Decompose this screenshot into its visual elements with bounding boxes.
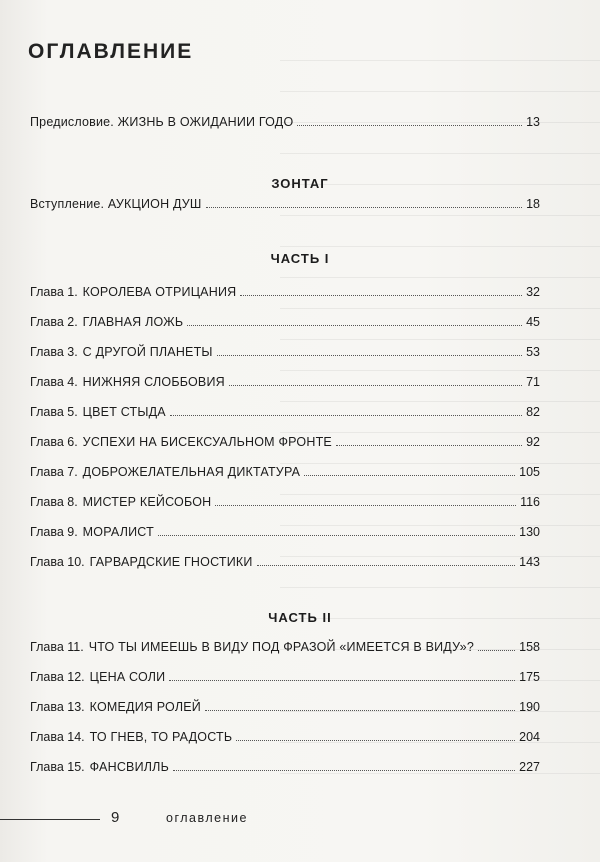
entry-title: НИЖНЯЯ СЛОББОВИЯ bbox=[82, 375, 225, 389]
entry-page: 190 bbox=[519, 700, 540, 714]
entry-title: ЧТО ТЫ ИМЕЕШЬ В ВИДУ ПОД ФРАЗОЙ «ИМЕЕТСЯ В ВИДУ»? bbox=[88, 640, 474, 654]
entry-title: МИСТЕР КЕЙСОБОН bbox=[82, 495, 212, 509]
chapter-label: Глава 5. bbox=[30, 405, 78, 419]
entry-page: 116 bbox=[520, 495, 540, 509]
entry-page: 13 bbox=[526, 115, 540, 129]
dot-leader bbox=[257, 564, 516, 566]
toc-entry bbox=[30, 492, 540, 510]
part-heading-1: ЧАСТЬ I bbox=[270, 251, 330, 266]
toc-entry bbox=[30, 402, 540, 420]
chapter-label: Глава 15. bbox=[30, 760, 85, 774]
entry-title: ДОБРОЖЕЛАТЕЛЬНАЯ ДИКТАТУРА bbox=[82, 465, 301, 479]
dot-leader bbox=[170, 414, 522, 416]
toc-entry bbox=[30, 312, 540, 330]
part-heading-2: ЧАСТЬ II bbox=[268, 610, 332, 625]
toc-entry bbox=[30, 522, 540, 540]
entry-title: ТО ГНЕВ, ТО РАДОСТЬ bbox=[89, 730, 233, 744]
dot-leader bbox=[206, 206, 523, 208]
dot-leader bbox=[173, 769, 515, 771]
entry-page: 53 bbox=[526, 345, 540, 359]
chapter-label: Глава 2. bbox=[30, 315, 78, 329]
toc-entry bbox=[30, 552, 540, 570]
toc-title: ОГЛАВЛЕНИЕ bbox=[28, 40, 194, 63]
chapter-label: Глава 4. bbox=[30, 375, 78, 389]
toc-entry bbox=[30, 342, 540, 360]
footer-running-title: оглавление bbox=[166, 811, 248, 825]
entry-title: КОРОЛЕВА ОТРИЦАНИЯ bbox=[82, 285, 237, 299]
chapter-label: Глава 1. bbox=[30, 285, 78, 299]
entry-page: 71 bbox=[526, 375, 540, 389]
toc-entry-intro bbox=[30, 194, 540, 212]
dot-leader bbox=[304, 474, 515, 476]
entry-title: ФАНСВИЛЛЬ bbox=[89, 760, 169, 774]
entry-page: 92 bbox=[526, 435, 540, 449]
toc-entry bbox=[30, 757, 540, 775]
dot-leader bbox=[229, 384, 522, 386]
footer-page-number: 9 bbox=[111, 809, 120, 826]
toc-entry-preface bbox=[30, 112, 540, 130]
entry-title: ЦВЕТ СТЫДА bbox=[82, 405, 166, 419]
toc-entry bbox=[30, 462, 540, 480]
entry-page: 143 bbox=[519, 555, 540, 569]
dot-leader bbox=[158, 534, 515, 536]
entry-page: 158 bbox=[519, 640, 540, 654]
entry-title: ГЛАВНАЯ ЛОЖЬ bbox=[82, 315, 184, 329]
entry-page: 82 bbox=[526, 405, 540, 419]
dot-leader bbox=[205, 709, 515, 711]
footer-rule bbox=[0, 819, 100, 820]
entry-page: 105 bbox=[519, 465, 540, 479]
entry-page: 204 bbox=[519, 730, 540, 744]
entry-title: Предисловие. ЖИЗНЬ В ОЖИДАНИИ ГОДО bbox=[30, 115, 294, 129]
dot-leader bbox=[478, 649, 515, 651]
chapter-label: Глава 6. bbox=[30, 435, 78, 449]
entry-page: 18 bbox=[526, 197, 540, 211]
toc-entry bbox=[30, 667, 540, 685]
toc-entry bbox=[30, 727, 540, 745]
chapter-label: Глава 14. bbox=[30, 730, 85, 744]
dot-leader bbox=[336, 444, 522, 446]
entry-page: 32 bbox=[526, 285, 540, 299]
chapter-label: Глава 10. bbox=[30, 555, 85, 569]
toc-entry bbox=[30, 637, 540, 655]
toc-entry bbox=[30, 372, 540, 390]
entry-page: 45 bbox=[526, 315, 540, 329]
chapter-label: Глава 7. bbox=[30, 465, 78, 479]
chapter-label: Глава 13. bbox=[30, 700, 85, 714]
entry-page: 175 bbox=[519, 670, 540, 684]
entry-title: КОМЕДИЯ РОЛЕЙ bbox=[89, 700, 201, 714]
dot-leader bbox=[297, 124, 522, 126]
entry-title: ЦЕНА СОЛИ bbox=[89, 670, 166, 684]
toc-entry bbox=[30, 282, 540, 300]
chapter-label: Глава 3. bbox=[30, 345, 78, 359]
entry-title: С ДРУГОЙ ПЛАНЕТЫ bbox=[82, 345, 213, 359]
entry-page: 130 bbox=[519, 525, 540, 539]
entry-title: МОРАЛИСТ bbox=[82, 525, 154, 539]
chapter-label: Глава 12. bbox=[30, 670, 85, 684]
chapter-label: Глава 11. bbox=[30, 640, 84, 654]
chapter-label: Глава 8. bbox=[30, 495, 78, 509]
entry-title: ГАРВАРДСКИЕ ГНОСТИКИ bbox=[89, 555, 253, 569]
dot-leader bbox=[187, 324, 522, 326]
toc-entry bbox=[30, 432, 540, 450]
dot-leader bbox=[169, 679, 515, 681]
entry-page: 227 bbox=[519, 760, 540, 774]
entry-title: УСПЕХИ НА БИСЕКСУАЛЬНОМ ФРОНТЕ bbox=[82, 435, 332, 449]
dot-leader bbox=[236, 739, 515, 741]
chapter-label: Глава 9. bbox=[30, 525, 78, 539]
toc-entry bbox=[30, 697, 540, 715]
dot-leader bbox=[215, 504, 516, 506]
dot-leader bbox=[217, 354, 522, 356]
entry-title: Вступление. АУКЦИОН ДУШ bbox=[30, 197, 202, 211]
section-heading-zontag: ЗОНТАГ bbox=[271, 176, 329, 191]
dot-leader bbox=[240, 294, 522, 296]
